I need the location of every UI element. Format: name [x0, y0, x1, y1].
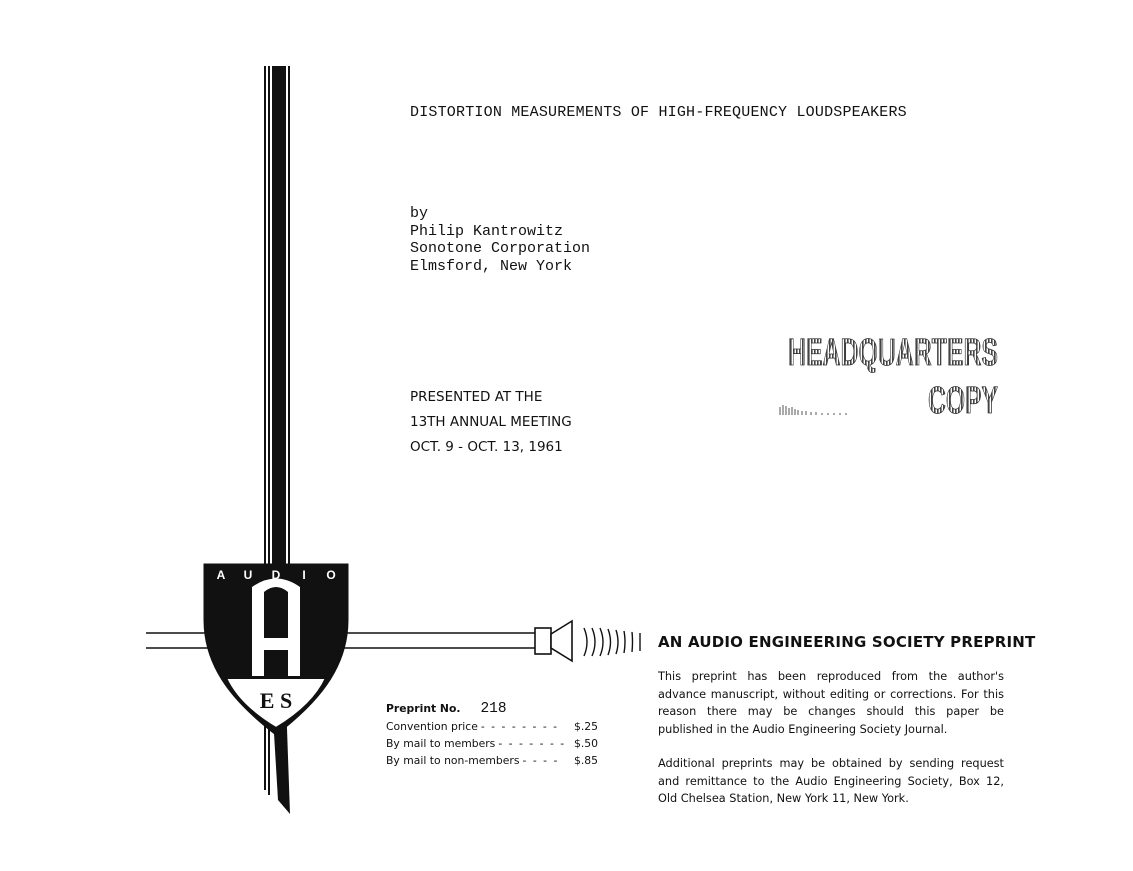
- speaker-icon: [535, 621, 572, 661]
- author-name: Philip Kantrowitz: [410, 222, 564, 240]
- preprint-number-value: 218: [480, 701, 507, 717]
- price-value: $.85: [573, 754, 598, 767]
- ordering-notice: Additional preprints may be obtained by sending request and remittance to the Audio Engineering Society, Box 12, Old Chelsea Station, New York 11, New York.: [658, 757, 1004, 805]
- sound-waves-icon: [578, 622, 658, 662]
- logo-audio-2: U: [243, 568, 253, 582]
- preprint-heading: AN AUDIO ENGINEERING SOCIETY PREPRINT: [658, 633, 1036, 651]
- pricing-block: [386, 700, 598, 769]
- stamp-line-1: HEADQUARTERS: [788, 332, 998, 374]
- presented-line-3: OCT. 9 - OCT. 13, 1961: [410, 439, 563, 455]
- headquarters-copy-stamp: [778, 325, 1003, 420]
- presented-line-2: 13TH ANNUAL MEETING: [410, 414, 572, 430]
- price-value: $.50: [573, 737, 598, 750]
- price-label: By mail to members: [386, 737, 496, 750]
- price-leader: - - - -: [522, 754, 559, 767]
- paper-title: DISTORTION MEASUREMENTS OF HIGH-FREQUENCY LOUDSPEAKERS: [410, 104, 907, 121]
- preprint-number-row: [386, 700, 598, 718]
- price-label: Convention price: [386, 720, 478, 733]
- price-row: [386, 752, 598, 769]
- logo-es-text: E S: [259, 688, 293, 713]
- price-leader: - - - - - - -: [498, 737, 566, 750]
- byline-by: by: [410, 205, 429, 222]
- author-organization: Sonotone Corporation: [410, 240, 591, 257]
- stamp-smudge: [780, 405, 846, 415]
- presented-line-1: PRESENTED AT THE: [410, 389, 543, 405]
- author-location: Elmsford, New York: [410, 257, 573, 275]
- price-leader: - - - - - - - -: [480, 720, 559, 733]
- stamp-line-2: COPY: [928, 380, 998, 422]
- price-row: [386, 718, 598, 735]
- preprint-number-label: Preprint No.: [386, 702, 461, 715]
- price-value: $.25: [573, 720, 598, 733]
- reproduction-notice: This preprint has been reproduced from the author's advance manuscript, without editing or corrections. For this reason there may be changes should this paper be published in the Audio Engineering Society Journal.: [658, 670, 1004, 736]
- logo-audio-5: O: [326, 568, 336, 582]
- price-row: [386, 735, 598, 752]
- logo-audio-4: I: [302, 568, 306, 582]
- price-label: By mail to non-members: [386, 754, 520, 767]
- logo-audio-3: D: [271, 568, 281, 582]
- logo-audio-1: A: [216, 568, 226, 582]
